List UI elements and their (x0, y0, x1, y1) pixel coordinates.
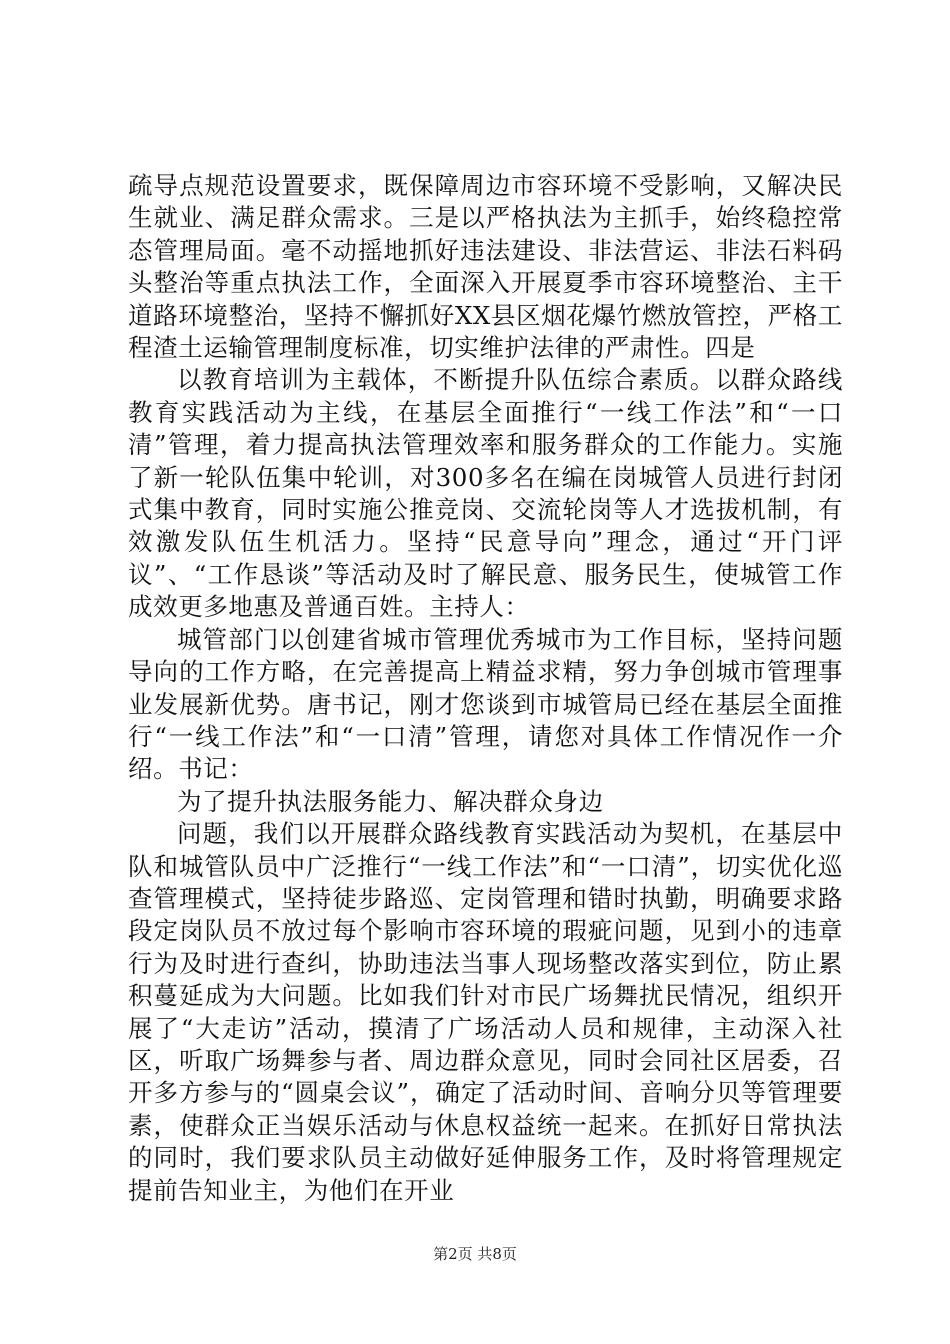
paragraph-5: 问题，我们以开展群众路线教育实践活动为契机，在基层中队和城管队员中广泛推行“一线工作法”和“一口清”，切实优化巡查管理模式，坚持徒步路巡、定岗管理和错时执勤，明确要求路段定岗队员不放过每个影响市容环境的瑕疵问题，见到小的违章行为及时进行查纠，协助违法当事人现场整改落实到位，防止累积蔓延成为大问题。比如我们针对市民广场舞扰民情况，组织开展了“大走访”活动，摸清了广场活动人员和规律，主动深入社区，听取广场舞参与者、周边群众意见，同时会同社区居委，召开多方参与的“圆桌会议”，确定了活动时间、音响分贝等管理要素，使群众正当娱乐活动与休息权益统一起来。在抓好日常执法的同时，我们要求队员主动做好延伸服务工作，及时将管理规定提前告知业主，为他们在开业 (128, 819, 843, 1205)
paragraph-1: 疏导点规范设置要求，既保障周边市容环境不受影响，又解决民生就业、满足群众需求。三是以严格执法为主抓手，始终稳控常态管理局面。毫不动摇地抓好违法建设、非法营运、非法石料码头整治等重点执法工作，全面深入开展夏季市容环境整治、主干道路环境整治，坚持不懈抓好XX县区烟花爆竹燃放管控，严格工程渣土运输管理制度标准，切实维护法律的严肃性。四是 (128, 171, 843, 363)
document-body (128, 170, 843, 1207)
paragraph-4: 为了提升执法服务能力、解决群众身边 (177, 786, 604, 816)
paragraph-3: 城管部门以创建省城市管理优秀城市为工作目标，坚持问题导向的工作方略，在完善提高上精益求精，努力争创城市管理事业发展新优势。唐书记，刚才您谈到市城管局已经在基层全面推行“一线工作法”和“一口清”管理，请您对具体工作情况作一介绍。书记： (128, 624, 843, 784)
page-number-footer: 第2页 共8页 (433, 1245, 517, 1263)
paragraph-2: 以教育培训为主载体，不断提升队伍综合素质。以群众路线教育实践活动为主线，在基层全面推行“一线工作法”和“一口清”管理，着力提高执法管理效率和服务群众的工作能力。实施了新一轮队伍集中轮训，对300多名在编在岗城管人员进行封闭式集中教育，同时实施公推竞岗、交流轮岗等人才选拔机制，有效激发队伍生机活力。坚持“民意导向”理念，通过“开门评议”、“工作恳谈”等活动及时了解民意、服务民生，使城管工作成效更多地惠及普通百姓。主持人： (128, 365, 843, 622)
